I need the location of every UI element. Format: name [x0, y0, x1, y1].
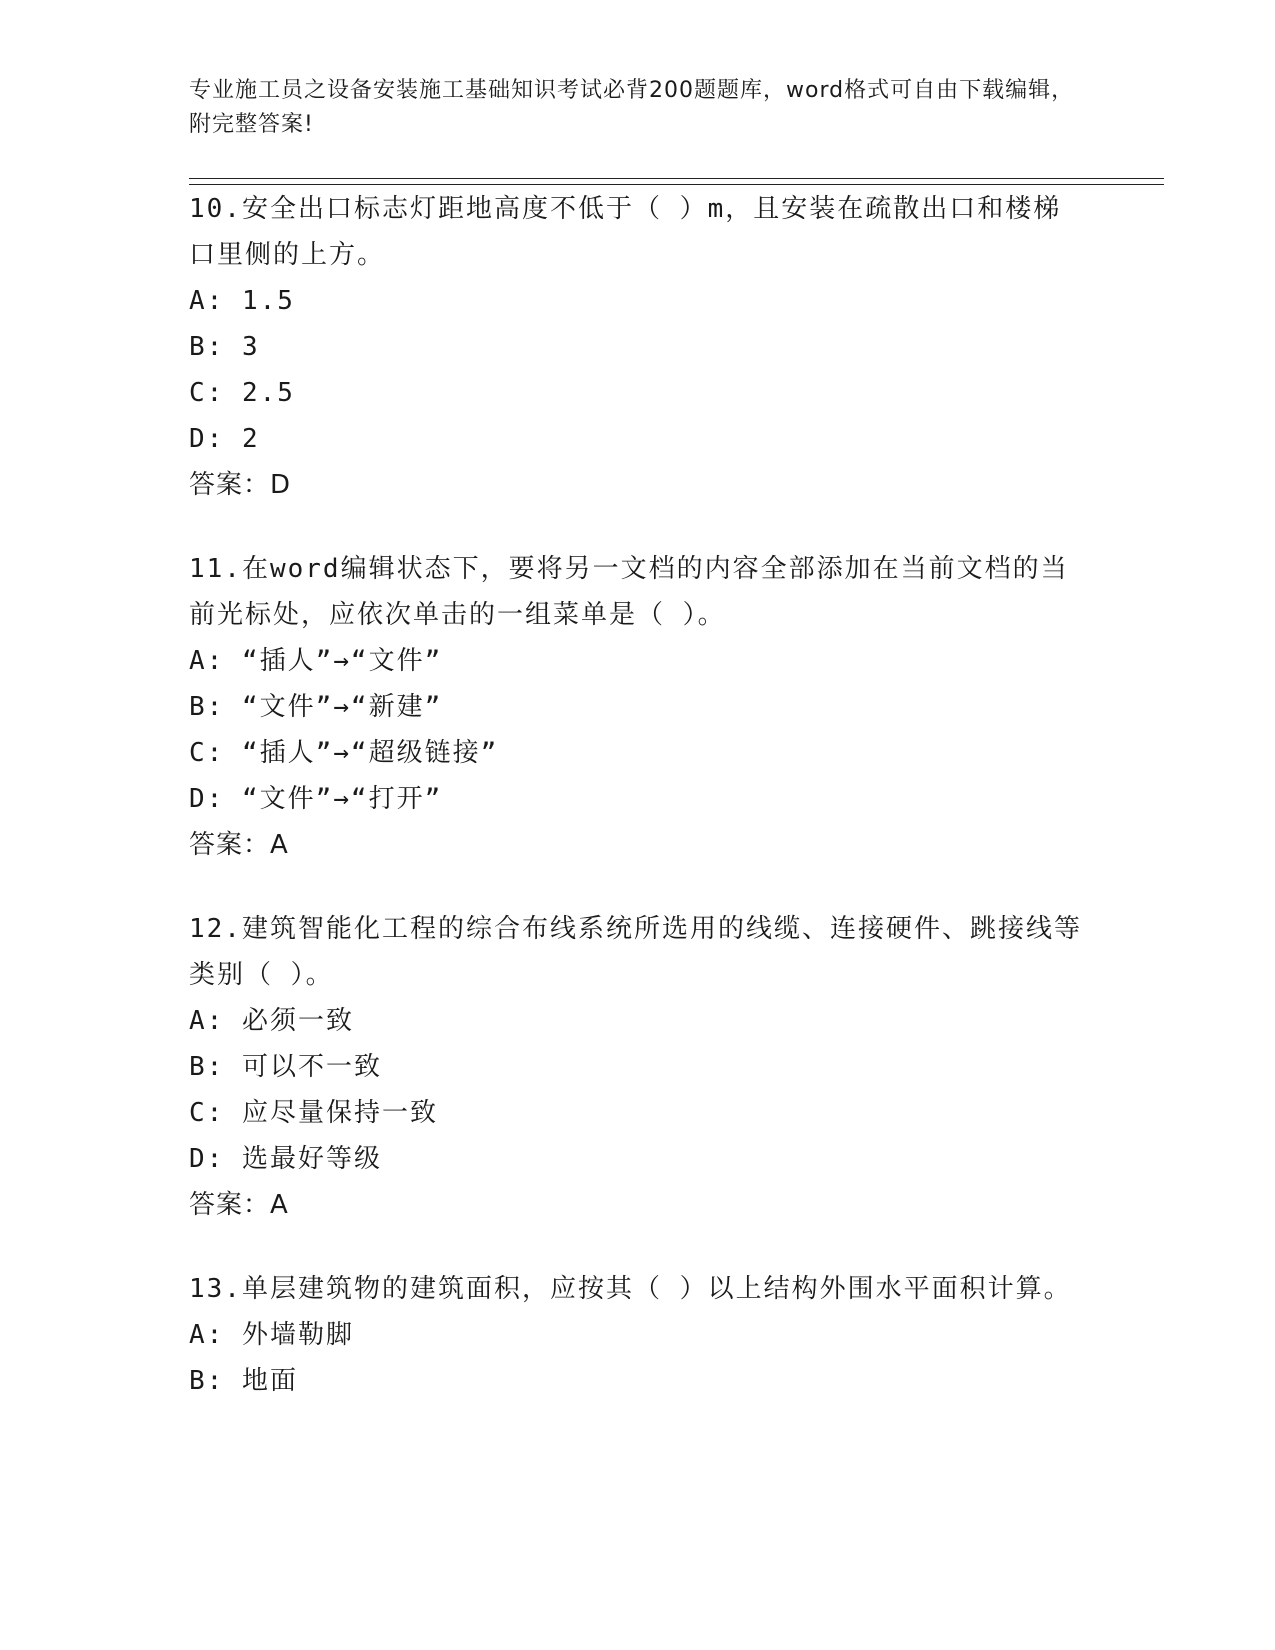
option-a: A: “插人”→“文件” — [189, 646, 443, 676]
question-stem: 11.在word编辑状态下，要将另一文档的内容全部添加在当前文档的当前光标处，应依次单击的一组菜单是（ ）。 — [189, 554, 1069, 630]
header-divider-bottom — [189, 184, 1164, 185]
option-a: A: 外墙勒脚 — [189, 1320, 354, 1350]
question-10 — [189, 186, 1089, 508]
question-11 — [189, 546, 1089, 868]
answer: 答案：D — [189, 470, 292, 500]
option-b: B: 地面 — [189, 1366, 298, 1396]
option-b: B: 可以不一致 — [189, 1052, 382, 1082]
option-a: A: 必须一致 — [189, 1006, 354, 1036]
question-12 — [189, 906, 1089, 1228]
option-c: C: “插人”→“超级链接” — [189, 738, 499, 768]
option-b: B: 3 — [189, 332, 260, 362]
option-a: A: 1.5 — [189, 286, 295, 316]
option-d: D: “文件”→“打开” — [189, 784, 443, 814]
answer: 答案：A — [189, 830, 289, 860]
question-stem: 10.安全出口标志灯距地高度不低于（ ）m，且安装在疏散出口和楼梯口里侧的上方。 — [189, 194, 1062, 270]
option-c: C: 2.5 — [189, 378, 295, 408]
question-stem: 13.单层建筑物的建筑面积，应按其（ ）以上结构外围水平面积计算。 — [189, 1274, 1072, 1304]
question-stem: 12.建筑智能化工程的综合布线系统所选用的线缆、连接硬件、跳接线等类别（ ）。 — [189, 914, 1082, 990]
option-c: C: 应尽量保持一致 — [189, 1098, 438, 1128]
question-13 — [189, 1266, 1089, 1404]
option-b: B: “文件”→“新建” — [189, 692, 443, 722]
document-header: 专业施工员之设备安装施工基础知识考试必背200题题库，word格式可自由下载编辑，附完整答案! — [189, 78, 1075, 137]
answer: 答案：A — [189, 1190, 289, 1220]
option-d: D: 2 — [189, 424, 260, 454]
header-divider-top — [189, 178, 1164, 179]
option-d: D: 选最好等级 — [189, 1144, 382, 1174]
